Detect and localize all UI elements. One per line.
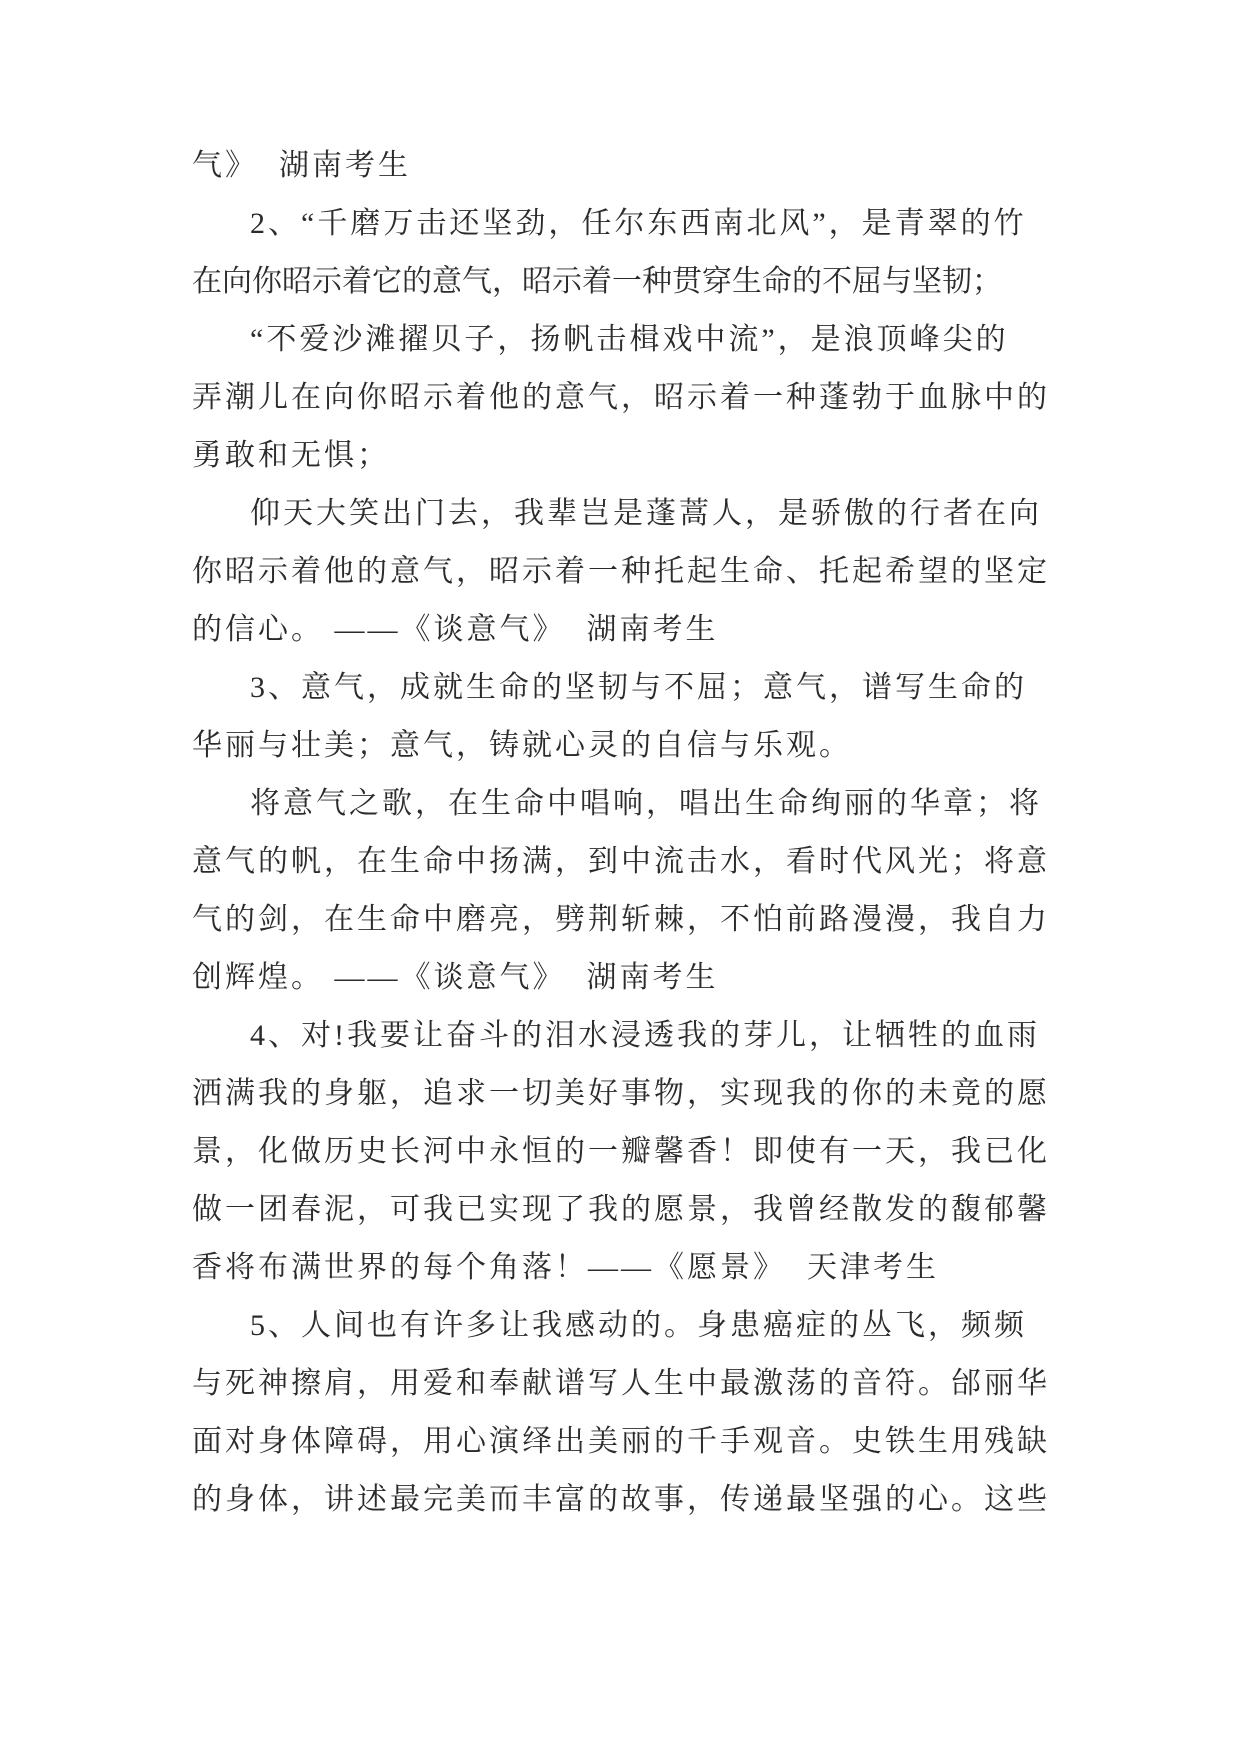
- text-line-24: 的身体，讲述最完美而丰富的故事，传递最坚强的心。这些: [192, 1483, 1050, 1516]
- text-line-13: 意气的帆，在生命中扬满，到中流击水，看时代风光；将意: [192, 845, 1050, 878]
- text-line-23: 面对身体障碍，用心演绎出美丽的千手观音。史铁生用残缺: [192, 1425, 1050, 1458]
- text-line-16: 4、对!我要让奋斗的泪水浸透我的芽儿，让牺牲的血雨: [250, 1019, 1040, 1052]
- text-line-8: 你昭示着他的意气，昭示着一种托起生命、托起希望的坚定: [192, 555, 1050, 588]
- text-line-7: 仰天大笑出门去，我辈岂是蓬蒿人，是骄傲的行者在向: [250, 497, 1042, 530]
- text-line-9: 的信心。 ——《谈意气》 湖南考生: [192, 613, 719, 646]
- text-line-10: 3、意气，成就生命的坚韧与不屈；意气，谱写生命的: [250, 671, 1027, 704]
- text-line-2: 2、“千磨万击还坚劲，任尔东西南北风”，是青翠的竹: [250, 207, 1027, 240]
- text-line-5: 弄潮儿在向你昭示着他的意气，昭示着一种蓬勃于血脉中的: [192, 381, 1050, 414]
- text-line-21: 5、人间也有许多让我感动的。身患癌症的丛飞，频频: [250, 1309, 1027, 1342]
- text-line-1: 气》 湖南考生: [192, 149, 411, 182]
- text-line-22: 与死神擦肩，用爱和奉献谱写人生中最激荡的音符。邰丽华: [192, 1367, 1050, 1400]
- text-line-15: 创辉煌。 ——《谈意气》 湖南考生: [192, 961, 719, 994]
- text-line-14: 气的剑，在生命中磨亮，劈荆斩棘，不怕前路漫漫，我自力: [192, 903, 1050, 936]
- text-line-6: 勇敢和无惧；: [192, 439, 390, 472]
- text-line-20: 香将布满世界的每个角落！——《愿景》 天津考生: [192, 1251, 939, 1284]
- text-line-17: 洒满我的身躯，追求一切美好事物，实现我的你的未竟的愿: [192, 1077, 1050, 1110]
- text-line-3: 在向你昭示着它的意气，昭示着一种贯穿生命的不屈与坚韧；: [192, 265, 1002, 298]
- text-line-19: 做一团春泥，可我已实现了我的愿景，我曾经散发的馥郁馨: [192, 1193, 1050, 1226]
- text-line-18: 景，化做历史长河中永恒的一瓣馨香！即使有一天，我已化: [192, 1135, 1050, 1168]
- text-line-4: “不爱沙滩擢贝子，扬帆击楫戏中流”，是浪顶峰尖的: [250, 323, 1009, 356]
- text-line-12: 将意气之歌，在生命中唱响，唱出生命绚丽的华章；将: [250, 787, 1042, 820]
- text-line-11: 华丽与壮美；意气，铸就心灵的自信与乐观。: [192, 729, 852, 762]
